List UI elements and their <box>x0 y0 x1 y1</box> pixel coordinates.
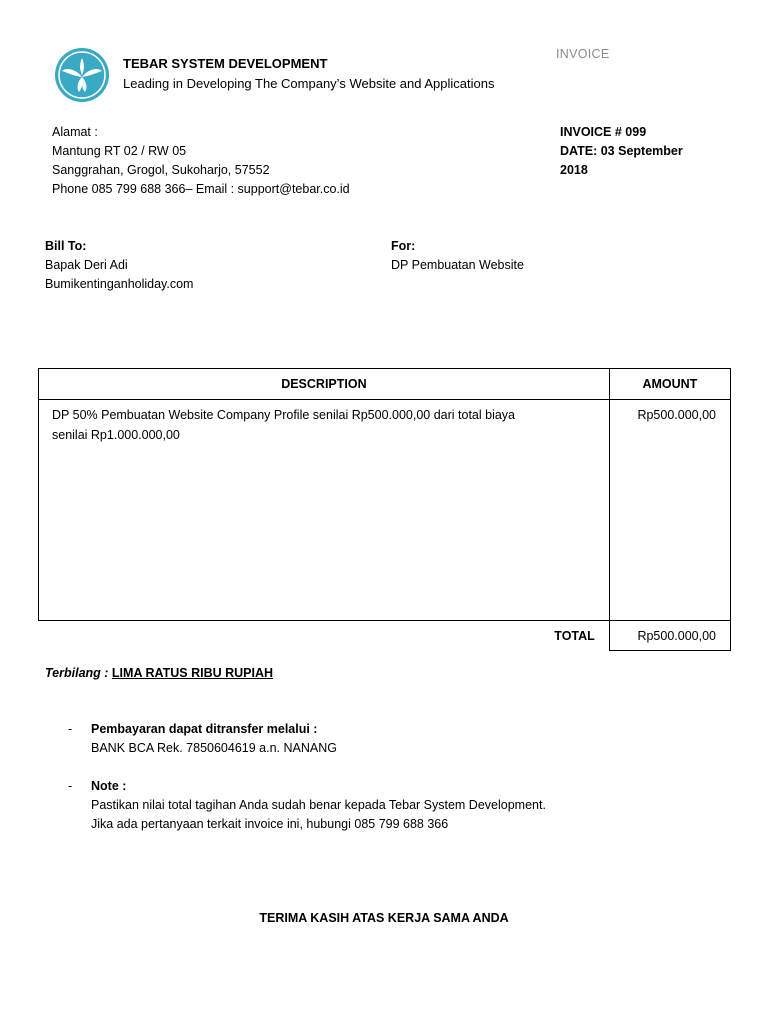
bill-to-site: Bumikentinganholiday.com <box>45 277 194 291</box>
company-name: TEBAR SYSTEM DEVELOPMENT <box>123 56 328 71</box>
note-line-2: Jika ada pertanyaan terkait invoice ini, hubungi 085 799 688 366 <box>91 817 449 831</box>
payment-title: Pembayaran dapat ditransfer melalui : <box>91 722 318 736</box>
invoice-items-table <box>38 368 731 651</box>
address-label: Alamat : <box>52 125 98 139</box>
company-tagline: Leading in Developing The Company’s Website and Applications <box>123 76 495 91</box>
note-bullet: - <box>68 779 73 793</box>
payment-info <box>91 720 337 758</box>
tebar-logo-icon <box>54 47 110 103</box>
item-description-line-2: senilai Rp1.000.000,00 <box>52 428 180 442</box>
table-row <box>39 400 731 621</box>
total-label: TOTAL <box>554 628 595 643</box>
column-header-amount: AMOUNT <box>609 369 730 400</box>
invoice-meta <box>560 123 735 180</box>
company-address <box>52 123 350 199</box>
item-description <box>39 400 610 621</box>
note-info <box>91 777 546 834</box>
note-line-1: Pastikan nilai total tagihan Anda sudah benar kepada Tebar System Development. <box>91 798 546 812</box>
invoice-for <box>391 237 524 275</box>
terbilang-label: Terbilang : <box>45 666 109 680</box>
invoice-date-year: 2018 <box>560 163 588 177</box>
contact-line: Phone 085 799 688 366– Email : support@tebar.co.id <box>52 182 350 196</box>
item-amount: Rp500.000,00 <box>609 400 730 621</box>
item-description-line-1: DP 50% Pembuatan Website Company Profile senilai Rp500.000,00 dari total biaya <box>52 408 516 422</box>
column-header-description: DESCRIPTION <box>39 369 610 400</box>
total-amount: Rp500.000,00 <box>609 621 730 651</box>
document-type-label: INVOICE <box>556 47 610 61</box>
invoice-number: INVOICE # 099 <box>560 125 647 139</box>
note-title: Note : <box>91 779 127 793</box>
bill-to <box>45 237 193 294</box>
bill-to-label: Bill To: <box>45 239 87 253</box>
address-line-1: Mantung RT 02 / RW 05 <box>52 144 187 158</box>
total-row <box>39 621 731 651</box>
bill-to-name: Bapak Deri Adi <box>45 258 128 272</box>
terbilang-value: LIMA RATUS RIBU RUPIAH <box>111 666 274 680</box>
for-value: DP Pembuatan Website <box>391 258 524 272</box>
thank-you-message: TERIMA KASIH ATAS KERJA SAMA ANDA <box>259 911 509 925</box>
payment-detail: BANK BCA Rek. 7850604619 a.n. NANANG <box>91 741 337 755</box>
invoice-date: DATE: 03 September <box>560 144 683 158</box>
for-label: For: <box>391 239 416 253</box>
amount-in-words <box>45 664 273 683</box>
address-line-2: Sanggrahan, Grogol, Sukoharjo, 57552 <box>52 163 270 177</box>
payment-bullet: - <box>68 722 73 736</box>
table-header-row <box>39 369 731 400</box>
